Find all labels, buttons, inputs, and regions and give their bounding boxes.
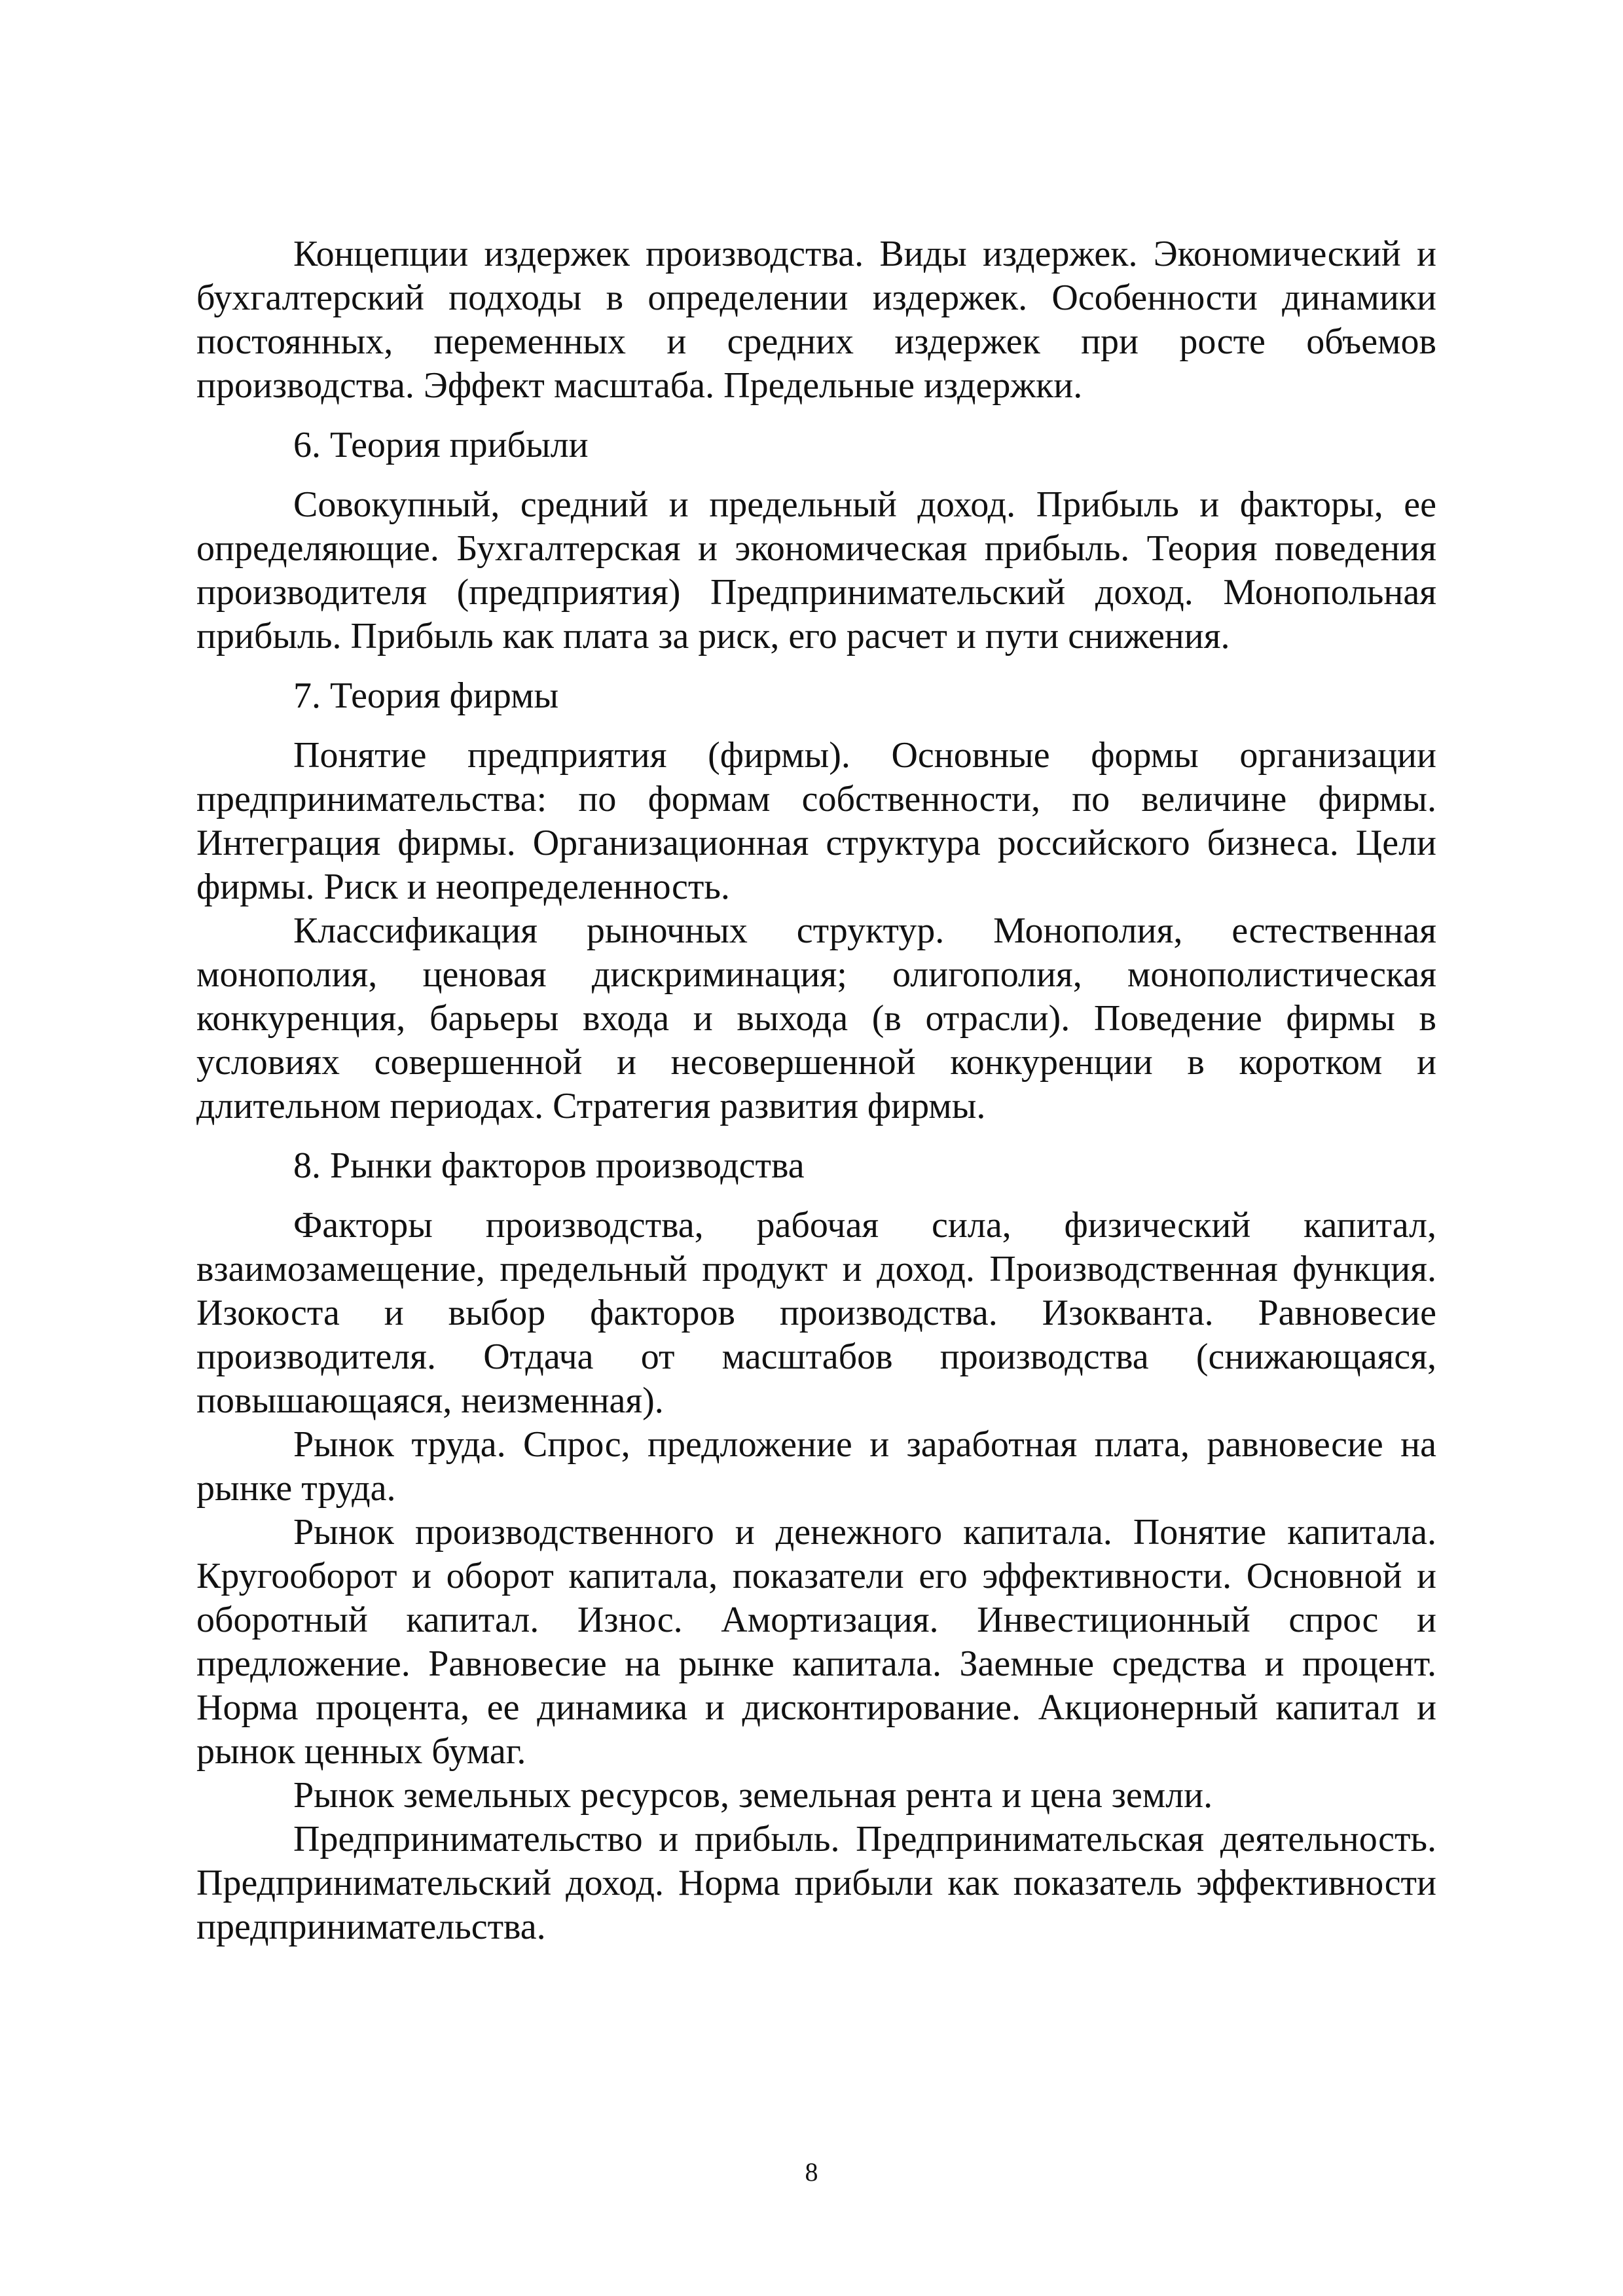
paragraph-labor-market: Рынок труда. Спрос, предложение и заработная плата, равновесие на рынке труда. — [196, 1424, 1436, 1509]
paragraph-production-factors: Факторы производства, рабочая сила, физический капитал, взаимозамещение, предельный продукт и доход. Производственная функция. Изокоста и выбор факторов производства. Изокванта. Равновесие производителя. Отдача от масштабов производства (снижающаяся, повышающаяся, неизменная). — [196, 1205, 1436, 1421]
paragraph-entrepreneurship: Предпринимательство и прибыль. Предпринимательская деятельность. Предпринимательский доход. Норма прибыли как показатель эффективности предпринимательства. — [196, 1819, 1436, 1947]
paragraph-cost-concepts: Концепции издержек производства. Виды издержек. Экономический и бухгалтерский подходы в определении издержек. Особенности динамики постоянных, переменных и средних издержек при росте объемов производства. Эффект масштаба. Предельные издержки. — [196, 234, 1436, 406]
page-number: 8 — [805, 2157, 818, 2187]
paragraph-profit: Совокупный, средний и предельный доход. Прибыль и факторы, ее определяющие. Бухгалтерская и экономическая прибыль. Теория поведения производителя (предприятия) Предпринимательский доход. Монопольная прибыль. Прибыль как плата за риск, его расчет и пути снижения. — [196, 484, 1436, 656]
paragraph-market-structures: Классификация рыночных структур. Монополия, естественная монополия, ценовая дискриминация; олигополия, монополистическая конкуренция, барьеры входа и выхода (в отрасли). Поведение фирмы в условиях совершенной и несовершенной конкуренции в коротком и длительном периодах. Стратегия развития фирмы. — [196, 910, 1436, 1126]
paragraph-land-market: Рынок земельных ресурсов, земельная рента и цена земли. — [293, 1775, 1213, 1816]
paragraph-capital-market: Рынок производственного и денежного капитала. Понятие капитала. Кругооборот и оборот капитала, показатели его эффективности. Основной и оборотный капитал. Износ. Амортизация. Инвестиционный спрос и предложение. Равновесие на рынке капитала. Заемные средства и процент. Норма процента, ее динамика и дисконтирование. Акционерный капитал и рынок ценных бумаг. — [196, 1512, 1436, 1772]
section-heading-firm-theory: 7. Теория фирмы — [293, 675, 559, 716]
paragraph-firm-concept: Понятие предприятия (фирмы). Основные формы организации предпринимательства: по формам собственности, по величине фирмы. Интеграция фирмы. Организационная структура российского бизнеса. Цели фирмы. Риск и неопределенность. — [196, 735, 1436, 907]
section-heading-factor-markets: 8. Рынки факторов производства — [293, 1145, 805, 1186]
document-body — [196, 232, 1436, 1949]
section-heading-profit-theory: 6. Теория прибыли — [293, 425, 589, 465]
